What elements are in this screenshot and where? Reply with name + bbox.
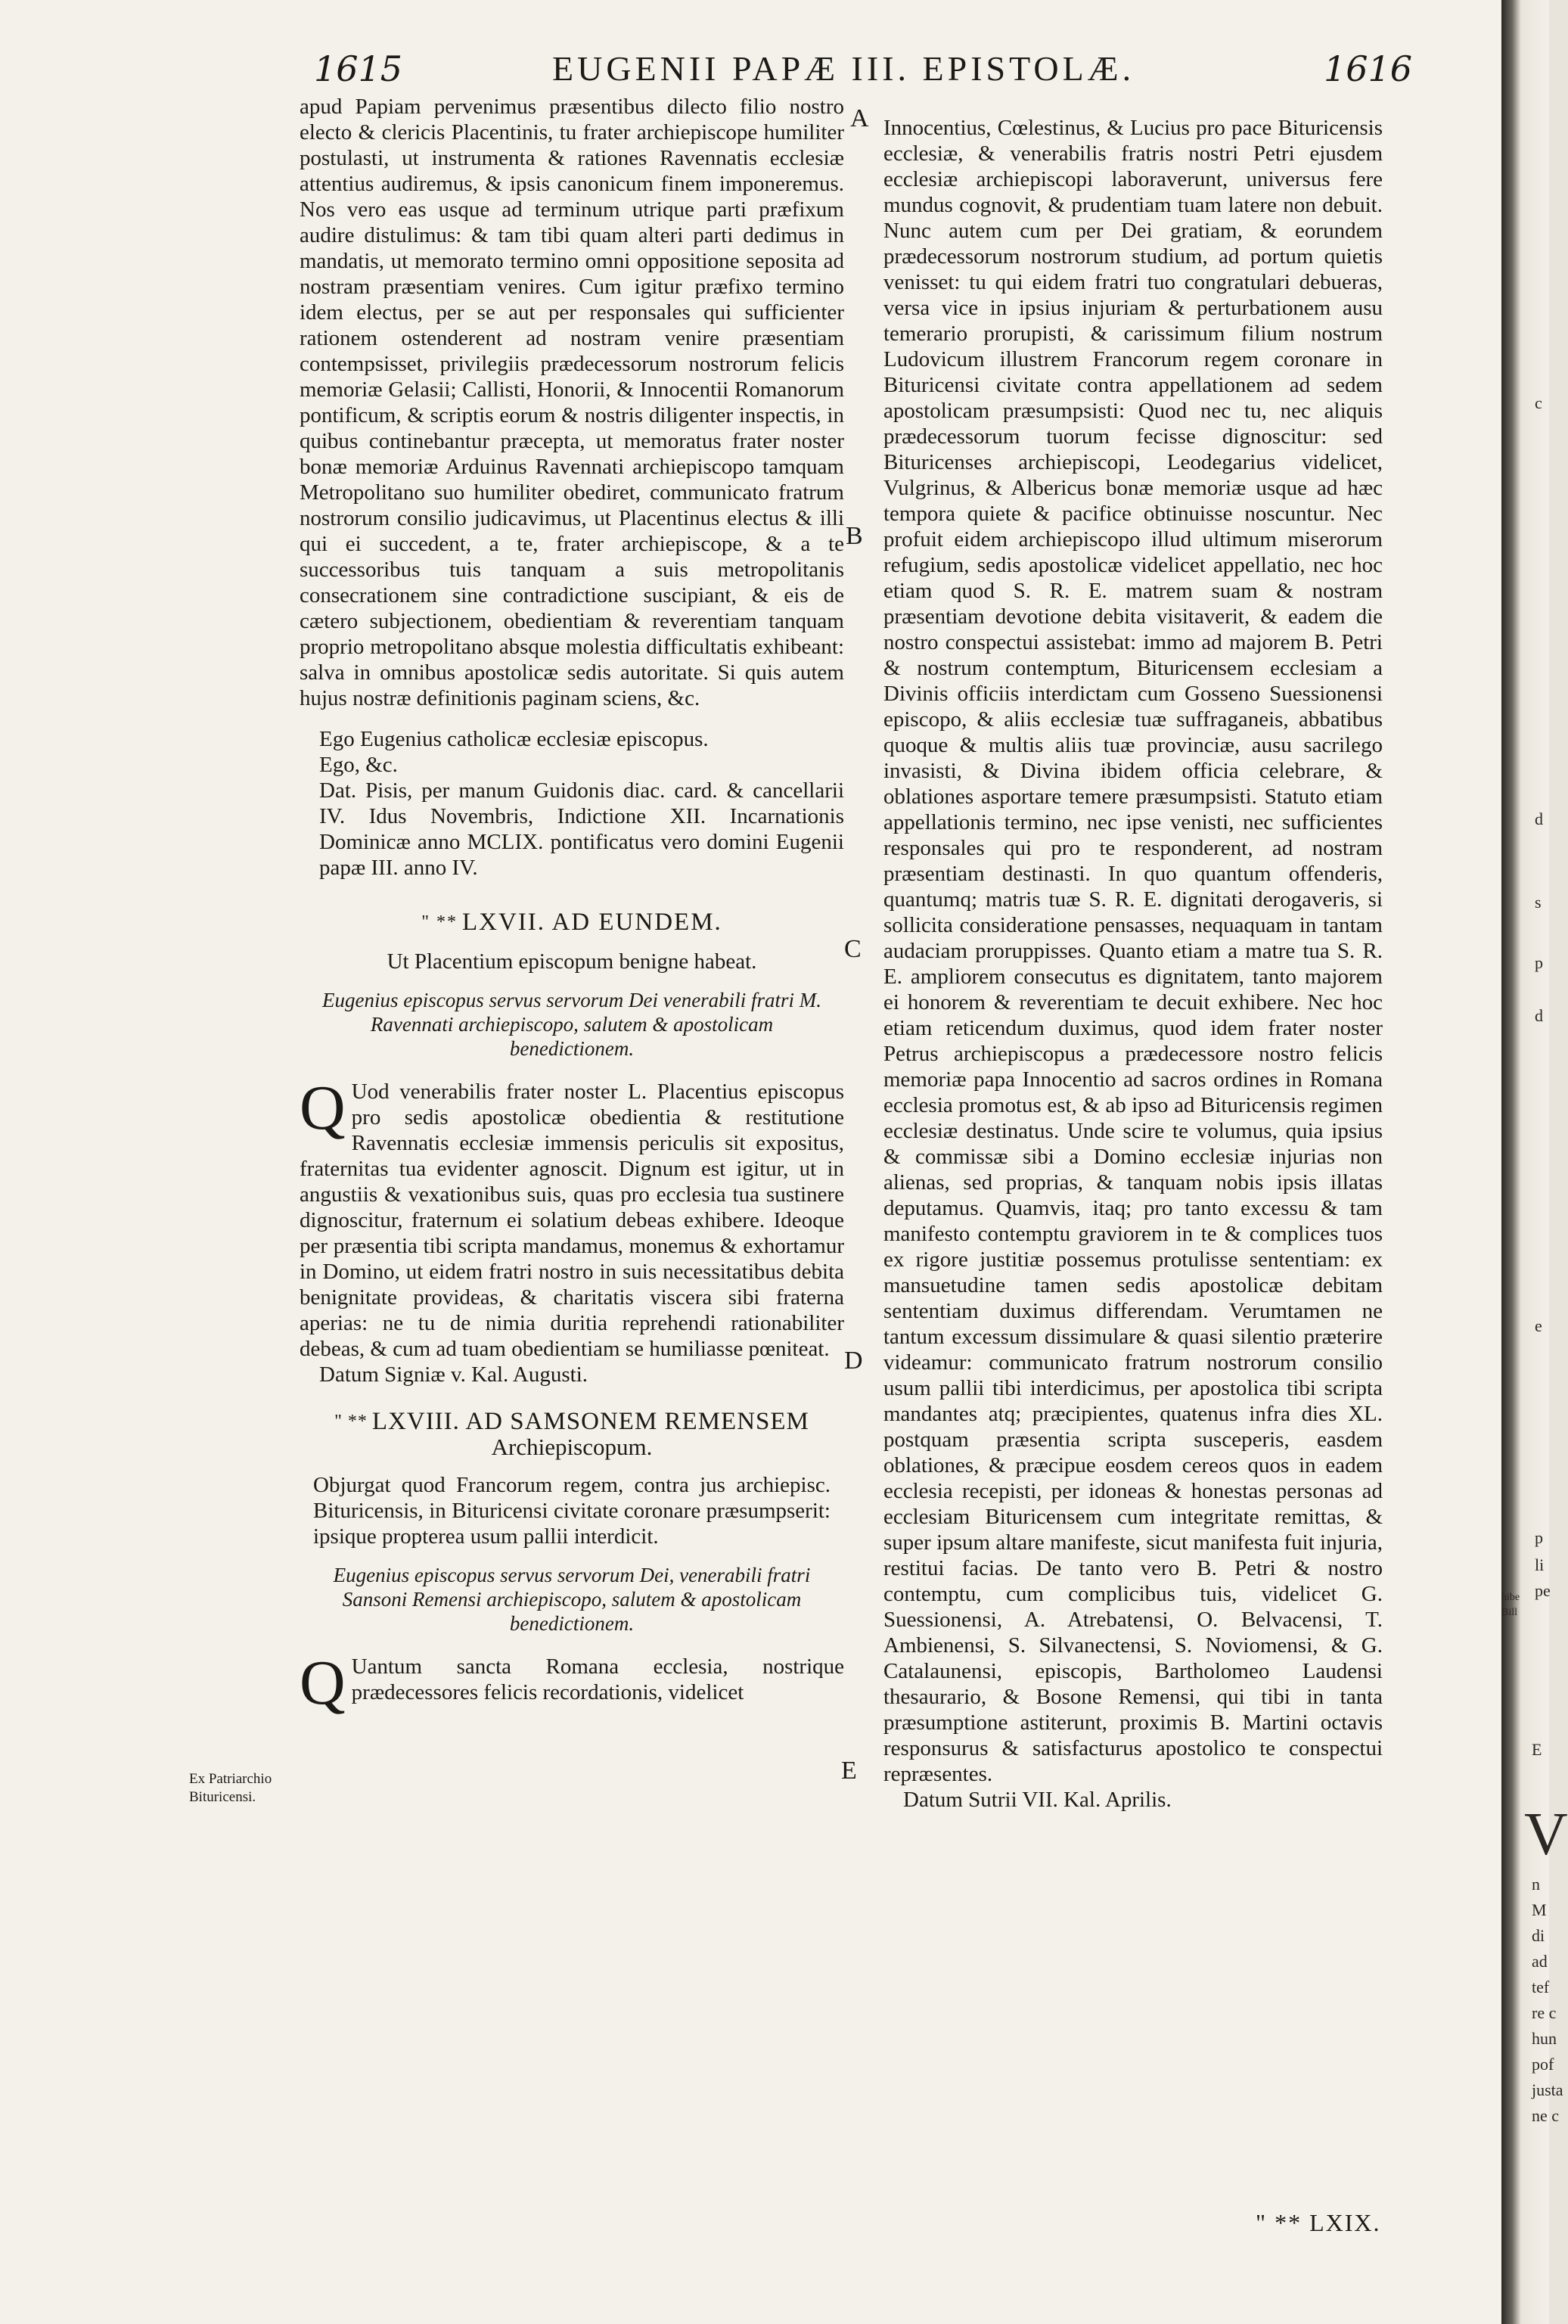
gutter-fragment: V (1524, 1801, 1568, 1868)
gutter-fragment: n (1532, 1875, 1540, 1894)
gutter-fragment: d (1535, 1006, 1543, 1025)
gutter-fragment: hibe (1501, 1592, 1520, 1603)
gutter-fragment: ne c (1532, 2106, 1560, 2125)
letter-68-text: Uantum sancta Romana ecclesia, nostrique prædecessores felicis recordationis, videlicet (351, 1654, 844, 1704)
gutter-fragment: di (1532, 1926, 1545, 1945)
signature-line-2: Ego, &c. (319, 753, 398, 777)
dating-clause-68: Datum Sutrii VII. Kal. Aprilis. (903, 1788, 1172, 1812)
letter-66-body: apud Papiam pervenimus præsentibus dilecto filio nostro electo & clericis Placentinis, tu frater archiepiscope humiliter postulasti, ut instrumenta & rationes Ravennatis ecclesiæ attentius audiremus, & ipsis canonicum finem imponeremus. Nos vero eas usque ad terminum utrique parti præfixum audire distulimus: & tam tibi quam alteri parti dedimus in mandatis, ut memorato termino omni oppositione seposita ad nostram præsentiam venires. Cum igitur præfixo termino idem electus, per se aut per responsales qui sufficienter rationem ostenderent ad nostram venire præsentiam contempsisset, privilegiis prædecessorum nostrorum felicis memoriæ Gelasii; Callisti, Honorii, & Innocentii Romanorum pontificum, & scriptis eorum & nostris diligenter inspectis, in quibus continebantur præcepta, ut memoratus frater noster bonæ memoriæ Arduinus Ravennati archiepiscopo tamquam Metropolitano suo humiliter obediret, communicato fratrum nostrorum consilio judicavimus, ut Placentinus electus & illi qui ei succedent, a te, frater archiepiscope, & a te successoribus tuis tanquam a suis metropolitanis consecrationem sine contradictione suscipiant, & eis de cætero subjectionem, obedientiam & reverentiam tanquam proprio metropolitano absque molestia difficultatis exhibeant: salva in omnibus apostolicæ sedis autoritate. Si quis autem hujus nostræ definitionis paginam sciens, &c. (300, 95, 844, 710)
letter-68-heading (300, 1409, 844, 1434)
margin-letter-d: D (844, 1347, 863, 1375)
letter-68-heading-line2: Archiepiscopum. (491, 1434, 653, 1460)
letter-67-heading (300, 909, 844, 935)
letter-68-title: LXVIII. AD SAMSONEM REMENSEM (371, 1408, 809, 1435)
page-number-right: 1616 (1324, 48, 1413, 89)
letter-67-title: LXVII. AD EUNDEM. (462, 909, 722, 936)
dating-clause-66: Dat. Pisis, per manum Guidonis diac. card. & cancellarii IV. Idus Novembris, Indictione XII. Incarnationis Dominicæ anno MCLIX. pontificatus vero domini Eugenii papæ III. anno IV. (319, 778, 844, 880)
letter-68-body-start (300, 1648, 844, 1718)
next-letter-catchword: " ** LXIX. (1256, 2209, 1381, 2236)
gutter-fragment: p (1535, 953, 1543, 972)
letter-67-text: Uod venerabilis frater noster L. Placentius episcopus pro sedis apostolicæ obedientia & restitutione Ravennatis ecclesiæ immensis periculis sit expositus, fraternitas tua evidenter agnoscit. Dignum est igitur, ut in angustiis & vexationibus suis, quas pro ecclesia tua sustinere dignoscitur, fraternum ei solatium debeas exhibere. Ideoque per præsentia tibi scripta mandamus, monemus & exhortamur in Domino, ut eidem fratri nostro in suis necessitatibus debita benignitate provideas, & charitatis viscera sibi fraterna aperias: ne tu de nimia duritia reprehendi rationabiliter debeas, & cum ad tuam obedientiam se humiliasse pœniteat. (300, 1080, 844, 1361)
gutter-fragment: d (1535, 809, 1543, 828)
facing-page-edge (1501, 0, 1568, 2324)
gutter-fragment: justa (1532, 2080, 1563, 2099)
margin-letter-e: E (841, 1757, 857, 1785)
gutter-fragment: tef (1532, 1978, 1550, 1996)
side-note: Ex Patriarchio Bituricensi. (189, 1771, 272, 1805)
letter-67-body (300, 1073, 844, 1362)
gutter-fragment: p (1535, 1528, 1543, 1547)
page-number-left: 1615 (314, 48, 403, 89)
margin-letter-a: A (850, 104, 869, 132)
letter-67-salutation: Eugenius episcopus servus servorum Dei venerabili fratri M. Ravennati archiepiscopo, salutem & apostolicam benedictionem. (322, 989, 821, 1060)
signature-line-1: Ego Eugenius catholicæ ecclesiæ episcopus. (319, 727, 709, 751)
gutter-fragment: e (1535, 1316, 1542, 1335)
drop-cap: Q (300, 1073, 346, 1143)
gutter-fragment: hun (1532, 2029, 1557, 2048)
dating-clause-67: Datum Signiæ v. Kal. Augusti. (319, 1362, 588, 1387)
drop-cap: Q (300, 1648, 346, 1718)
gutter-fragment: pof (1532, 2055, 1554, 2074)
heading-mark: " ** (421, 912, 458, 932)
right-column (883, 115, 1383, 1813)
heading-mark: " ** (334, 1412, 368, 1431)
letter-68-summary: Objurgat quod Francorum regem, contra jus archiepisc. Bituricensis, in Bituricensi civitate coronare præsumpserit: ipsique propterea usum pallii interdicit. (313, 1473, 831, 1549)
gutter-fragment: re c (1532, 2003, 1557, 2022)
gutter-fragment: E (1532, 1740, 1542, 1759)
gutter-fragment: li (1535, 1555, 1545, 1574)
left-column (300, 94, 844, 1718)
running-title: EUGENII PAPÆ III. EPISTOLÆ. (552, 49, 1135, 88)
letter-68-salutation: Eugenius episcopus servus servorum Dei, venerabili fratri Sansoni Remensi archiepiscopo, salutem & apostolicam benedictionem. (333, 1564, 811, 1635)
gutter-fragment: c (1535, 393, 1542, 412)
gutter-fragment: Bill (1501, 1607, 1518, 1618)
gutter-fragment: s (1535, 893, 1542, 912)
gutter-fragment: ad (1532, 1952, 1548, 1971)
margin-letter-b: B (846, 522, 863, 550)
letter-68-body-continued: Innocentius, Cœlestinus, & Lucius pro pace Bituricensis ecclesiæ, & venerabilis fratris nostri Petri ejusdem ecclesiæ archiepiscopi laboraverunt, universus fere mundus cognovit, & prudentiam tuam latere non debuit. Nunc autem cum per Dei gratiam, & eorundem prædecessorum nostrorum studium, ad portum quietis venisset: tu qui eidem fratri tuo congratulari debueras, versa vice in ipsius injuriam & perturbationem ausu temerario prorupisti, & carissimum filium nostrum Ludovicum illustrem Francorum regem coronare in Bituricensi civitate contra appellationem ad sedem apostolicam præsumpsisti: Quod nec tu, nec aliquis prædecessorum tuorum fecisse dignoscitur: sed Bituricenses archiepiscopi, Leodegarius videlicet, Vulgrinus, & Albericus bonæ memoriæ usque ad hæc tempora quiete & pacifice obtinuisse noscuntur. Nec profuit eidem archiepiscopo illud ultimum miserorum refugium, sedis apostolicæ videlicet appellatio, nec hoc etiam quod S. R. E. matrem suam & nostram præsentiam devotione debita visitaverit, & eadem die nostro conspectui assistebat: immo ad majorem B. Petri & nostrum contemptum, Bituricensem ecclesiam a Divinis officiis interdictam cum Gosseno Suessionensi episcopo, & aliis ecclesiæ tuæ suffraganeis, abbatibus quoque & multis aliis tuæ provinciæ, ausu sacrilego invasisti, & Divina ibidem officia celebrare, & oblationes asportare temere præsumpsisti. Statuto etiam appellationis termino, nec ipse venisti, nec sufficientes responsales qui pro te responderent, ad nostram præsentiam destinasti. In quo quantum offenderis, quantumq; matris tuæ S. R. E. dignitati derogaveris, si sollicita consideratione pensasses, nequaquam in tantam audaciam proruppisses. Quanto etiam a matre tua S. R. E. ampliorem consecutus es dignitatem, tanto majorem ei honorem & reverentiam te decuit exhibere. Nec hoc etiam reticendum duximus, quod idem frater noster Petrus archiepiscopus a prædecessore nostro felicis memoriæ papa Innocentio ad sacros ordines in Romana ecclesia promotus est, & ab ipso ad Bituricensis regimen ecclesiæ destinatus. Unde scire te volumus, quia ipsius & commissæ sibi a Domino ecclesiæ injurias non alienas, sed proprias, & tanquam nobis ipsis illatas deputamus. Quamvis, itaq; pro tanto excessu & tam manifesto contemptu graviorem in te & complices tuos ex rigore justitiæ possemus protulisse sententiam: ex mansuetudine tamen sedis apostolicæ debitam sententiam duximus differendam. Verumtamen ne tantum excessum dissimulare & quasi silentio præterire videamur: communicato fratrum nostrorum consilio usum pallii tibi interdicimus, per apostolica tibi scripta mandantes atq; præcipientes, quatenus infra dies XL. postquam præsentia scripta susceperis, easdem oblationes, & præcipue eosdem cereos quos in eadem ecclesia recepisti, per idoneas & honestas personas ad ecclesiam Bituricensem cum integritate remittas, & super ipsum altare manifeste, sicut manifesta fuit injuria, restitui facias. De tanto vero B. Petri & nostro contemptu, cum complicibus tuis, videlicet G. Suessionensi, A. Atrebatensi, O. Belvacensi, T. Ambienensi, S. Silvanectensi, S. Noviomensi, & G. Catalaunensi, episcopis, Bartholomeo Laudensi thesaurario, & Bosone Remensi, qui tibi in tanta præsumptione astiterunt, proximis B. Martini octavis responsurus & satisfacturus apostolico te conspectui repræsentes. (883, 116, 1383, 1786)
letter-67-summary: Ut Placentium episcopum benigne habeat. (387, 949, 757, 974)
margin-letter-c: C (844, 935, 862, 963)
gutter-fragment: pe (1535, 1581, 1551, 1600)
gutter-fragment: M (1532, 1900, 1547, 1919)
